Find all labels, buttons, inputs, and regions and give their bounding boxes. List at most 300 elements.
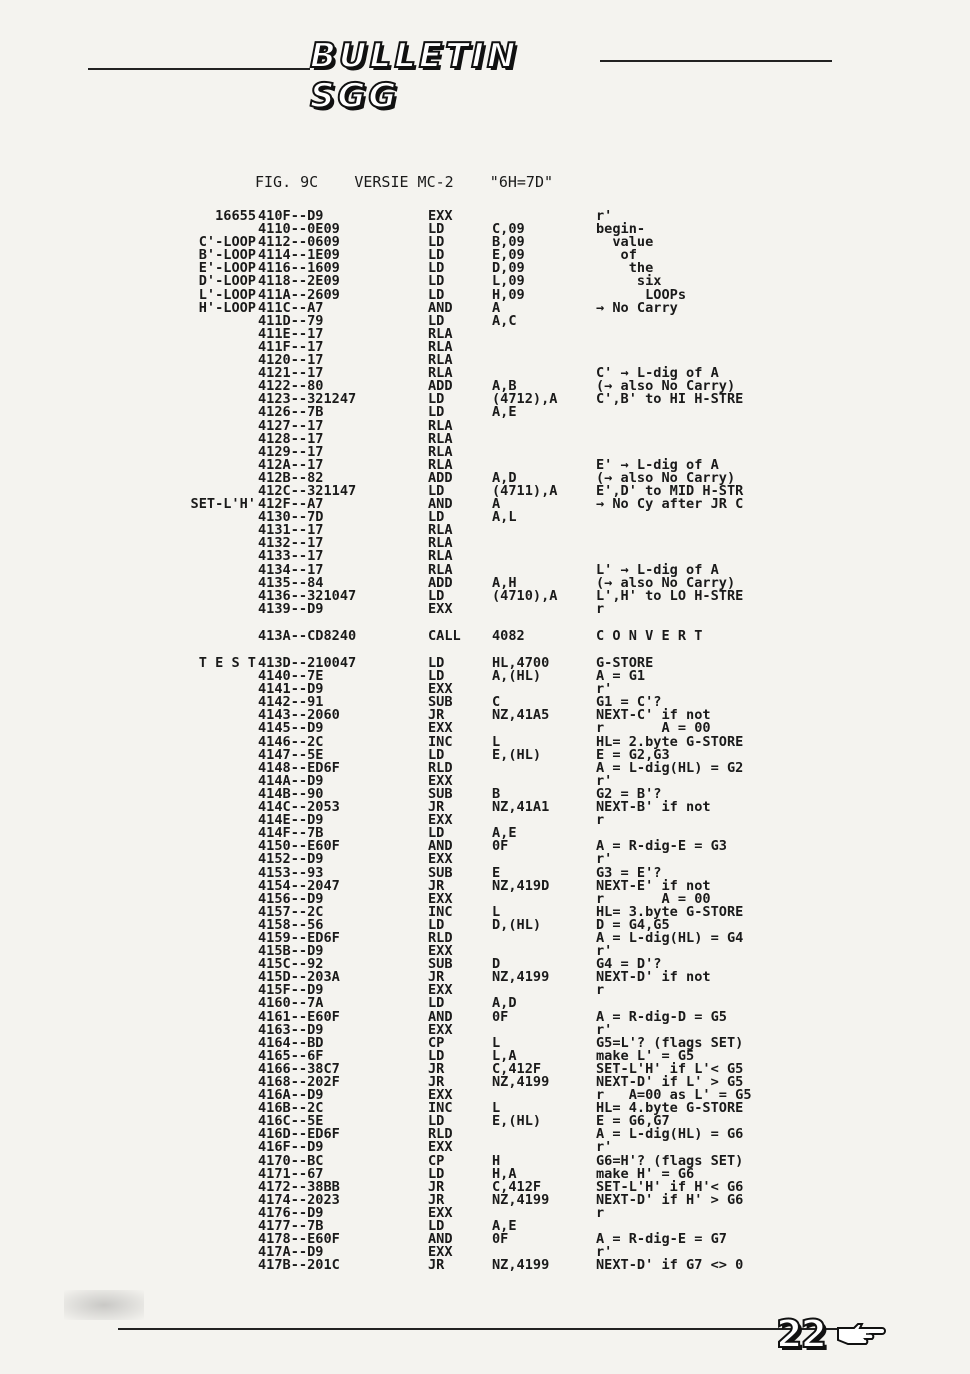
row-opcode: LD bbox=[428, 391, 445, 408]
row-comment: A = L-dig(HL) = G4 bbox=[596, 929, 744, 946]
listing-row bbox=[150, 801, 810, 814]
row-operand: A,H bbox=[492, 574, 517, 591]
row-opcode: LD bbox=[428, 587, 445, 604]
row-address: 4158--56 bbox=[258, 916, 324, 933]
row-opcode: LD bbox=[428, 234, 445, 251]
listing-row bbox=[150, 840, 810, 853]
row-address: 411E--17 bbox=[258, 325, 324, 342]
row-opcode: RLA bbox=[428, 522, 453, 539]
row-label bbox=[150, 459, 258, 472]
row-address: 412F--A7 bbox=[258, 496, 324, 513]
row-address: 4147--5E bbox=[258, 746, 324, 763]
row-opcode: LD bbox=[428, 916, 445, 933]
row-comment bbox=[596, 433, 810, 446]
row-comment bbox=[596, 315, 810, 328]
row-operand: NZ,4199 bbox=[492, 1257, 550, 1274]
row-operand: A,C bbox=[492, 312, 517, 329]
row-label bbox=[150, 354, 258, 367]
row-label: SET-L'H' bbox=[190, 496, 256, 513]
row-operand: D,(HL) bbox=[492, 916, 542, 933]
row-label bbox=[150, 709, 258, 722]
row-operand bbox=[492, 853, 596, 866]
listing-row bbox=[150, 600, 810, 617]
row-label bbox=[150, 511, 258, 524]
row-comment: HL= 2.byte G-STORE bbox=[596, 733, 744, 750]
row-address: 412A--17 bbox=[258, 456, 324, 473]
row-operand: E bbox=[492, 864, 501, 881]
row-operand bbox=[492, 683, 596, 696]
row-address: 4129--17 bbox=[258, 443, 324, 460]
listing-row bbox=[150, 814, 810, 827]
row-label bbox=[150, 1128, 258, 1141]
row-comment bbox=[596, 406, 810, 419]
row-label bbox=[150, 380, 258, 393]
row-operand bbox=[492, 775, 596, 788]
row-comment: C' → L-dig of A bbox=[596, 365, 719, 382]
row-label bbox=[150, 630, 258, 643]
row-opcode: EXX bbox=[428, 208, 453, 224]
listing-row bbox=[150, 1102, 810, 1115]
row-comment: → No Cy after JR C bbox=[596, 496, 744, 513]
row-operand: H,09 bbox=[492, 286, 525, 303]
row-comment: begin- bbox=[596, 221, 646, 238]
row-comment: r' bbox=[596, 851, 613, 868]
row-comment: G5=L'? (flags SET) bbox=[596, 1034, 744, 1051]
row-label bbox=[150, 1011, 258, 1024]
row-label bbox=[150, 524, 258, 537]
row-operand: 0F bbox=[492, 838, 509, 855]
row-address: 414F--7B bbox=[258, 825, 324, 842]
row-operand: NZ,41A5 bbox=[492, 707, 550, 724]
row-address: 4110--0E09 bbox=[258, 221, 340, 238]
row-address: 4141--D9 bbox=[258, 681, 324, 698]
row-address: 416A--D9 bbox=[258, 1087, 324, 1104]
row-address: 4142--91 bbox=[258, 694, 324, 711]
row-opcode: RLD bbox=[428, 929, 453, 946]
row-label bbox=[150, 696, 258, 709]
row-address: 416C--5E bbox=[258, 1113, 324, 1130]
row-address: 412C--321147 bbox=[258, 482, 357, 499]
row-comment: HL= 3.byte G-STORE bbox=[596, 903, 744, 920]
row-operand: A,E bbox=[492, 1218, 517, 1235]
row-opcode: LD bbox=[428, 273, 445, 290]
row-operand bbox=[492, 354, 596, 367]
row-operand: D,09 bbox=[492, 260, 525, 277]
row-comment: NEXT-B' if not bbox=[596, 799, 711, 816]
row-label bbox=[150, 341, 258, 354]
row-label bbox=[150, 1024, 258, 1037]
listing-gap bbox=[150, 616, 810, 630]
row-operand bbox=[492, 722, 596, 735]
row-operand: L bbox=[492, 1034, 501, 1051]
row-opcode: LD bbox=[428, 509, 445, 526]
row-operand: B,09 bbox=[492, 234, 525, 251]
row-comment bbox=[596, 524, 810, 537]
row-operand: A,(HL) bbox=[492, 668, 542, 685]
row-opcode: ADD bbox=[428, 469, 453, 486]
listing-row bbox=[150, 406, 810, 419]
listing-row bbox=[150, 338, 810, 355]
listing-row bbox=[150, 511, 810, 524]
row-comment: A = R-dig-E = G7 bbox=[596, 1231, 727, 1248]
row-address: 4178--E60F bbox=[258, 1231, 340, 1248]
listing-row bbox=[150, 683, 810, 696]
row-comment: NEXT-D' if not bbox=[596, 969, 711, 986]
row-operand: A,D bbox=[492, 469, 517, 486]
row-comment bbox=[596, 511, 810, 524]
row-opcode: SUB bbox=[428, 694, 453, 711]
row-opcode: JR bbox=[428, 1191, 445, 1208]
row-comment: r' bbox=[596, 1244, 613, 1261]
row-address: 412B--82 bbox=[258, 469, 324, 486]
row-address: 4161--E60F bbox=[258, 1008, 340, 1025]
row-label bbox=[150, 801, 258, 814]
listing-row bbox=[150, 670, 810, 683]
row-address: 416F--D9 bbox=[258, 1139, 324, 1156]
row-address: 4128--17 bbox=[258, 430, 324, 447]
row-comment bbox=[596, 420, 810, 433]
row-comment: r bbox=[596, 812, 605, 829]
row-comment: NEXT-D' if H' > G6 bbox=[596, 1191, 744, 1208]
figure-title: FIG. 9C VERSIE MC-2 "6H=7D" bbox=[255, 173, 554, 191]
row-address: 4122--80 bbox=[258, 378, 324, 395]
row-label bbox=[150, 762, 258, 775]
row-address: 414A--D9 bbox=[258, 772, 324, 789]
row-comment: NEXT-E' if not bbox=[596, 877, 711, 894]
row-label bbox=[150, 446, 258, 459]
row-opcode: LD bbox=[428, 1165, 445, 1182]
row-comment: six bbox=[596, 273, 662, 290]
row-comment: E' → L-dig of A bbox=[596, 456, 719, 473]
listing-row bbox=[150, 1008, 810, 1025]
listing-row bbox=[150, 772, 810, 789]
row-opcode: EXX bbox=[428, 720, 453, 737]
row-comment: r A = 00 bbox=[596, 890, 711, 907]
listing-row bbox=[150, 1191, 810, 1208]
row-address: 4140--7E bbox=[258, 668, 324, 685]
row-comment: LOOPs bbox=[596, 286, 687, 303]
listing-row bbox=[150, 1034, 810, 1051]
listing-row bbox=[150, 709, 810, 722]
listing-row bbox=[150, 945, 810, 958]
row-label bbox=[150, 1246, 258, 1259]
row-address: 4134--17 bbox=[258, 561, 324, 578]
row-operand: A,L bbox=[492, 509, 517, 526]
row-operand: E,(HL) bbox=[492, 746, 542, 763]
row-label bbox=[150, 1076, 258, 1089]
row-operand bbox=[492, 537, 596, 550]
row-opcode: JR bbox=[428, 1178, 445, 1195]
listing-row bbox=[150, 1204, 810, 1221]
row-opcode: EXX bbox=[428, 1204, 453, 1221]
row-label bbox=[150, 577, 258, 590]
row-opcode: LD bbox=[428, 668, 445, 685]
row-address: 4157--2C bbox=[258, 903, 324, 920]
row-label bbox=[150, 1115, 258, 1128]
row-label bbox=[150, 1220, 258, 1233]
row-comment: (→ also No Carry) bbox=[596, 574, 736, 591]
row-label bbox=[150, 1063, 258, 1076]
row-label: D'-LOOP bbox=[198, 273, 256, 290]
row-opcode: EXX bbox=[428, 1087, 453, 1104]
row-opcode: JR bbox=[428, 1060, 445, 1077]
row-comment: (→ also No Carry) bbox=[596, 469, 736, 486]
row-comment: (→ also No Carry) bbox=[596, 378, 736, 395]
listing-row bbox=[150, 1152, 810, 1169]
row-opcode: CP bbox=[428, 1034, 445, 1051]
row-opcode: LD bbox=[428, 286, 445, 303]
row-label bbox=[150, 867, 258, 880]
row-address: 4132--17 bbox=[258, 535, 324, 552]
row-address: 4118--2E09 bbox=[258, 273, 340, 290]
row-label bbox=[150, 590, 258, 603]
listing-row bbox=[150, 853, 810, 866]
row-opcode: RLA bbox=[428, 365, 453, 382]
row-label bbox=[150, 1050, 258, 1063]
row-address: 413D--210047 bbox=[258, 655, 357, 671]
row-address: 4133--17 bbox=[258, 548, 324, 565]
row-operand bbox=[492, 1089, 596, 1102]
row-operand: E,(HL) bbox=[492, 1113, 542, 1130]
row-address: 4166--38C7 bbox=[258, 1060, 340, 1077]
row-label bbox=[150, 1181, 258, 1194]
row-opcode: SUB bbox=[428, 956, 453, 973]
row-comment: value bbox=[596, 234, 654, 251]
header-rule-right bbox=[600, 60, 832, 62]
listing-row bbox=[150, 903, 810, 920]
row-comment: SET-L'H' if H'< G6 bbox=[596, 1178, 744, 1195]
row-address: 417B--201C bbox=[258, 1257, 340, 1274]
row-label bbox=[150, 1207, 258, 1220]
row-opcode: LD bbox=[428, 247, 445, 264]
row-comment: r' bbox=[596, 208, 613, 224]
listing-row bbox=[150, 696, 810, 709]
row-address: 4176--D9 bbox=[258, 1204, 324, 1221]
listing-row bbox=[150, 325, 810, 342]
listing-row bbox=[150, 657, 810, 670]
row-operand: B bbox=[492, 785, 501, 802]
row-address: 4152--D9 bbox=[258, 851, 324, 868]
row-comment: G2 = B'? bbox=[596, 785, 662, 802]
listing-row bbox=[150, 1259, 810, 1272]
listing-row bbox=[150, 537, 810, 550]
row-opcode: ADD bbox=[428, 378, 453, 395]
page-number: 22 bbox=[776, 1312, 825, 1356]
row-operand: NZ,4199 bbox=[492, 1191, 550, 1208]
row-operand: NZ,4199 bbox=[492, 1074, 550, 1090]
row-address: 4171--67 bbox=[258, 1165, 324, 1182]
row-operand: L bbox=[492, 1100, 501, 1117]
row-operand: 4082 bbox=[492, 627, 525, 644]
row-comment: A = G1 bbox=[596, 668, 646, 685]
row-comment: D = G4,G5 bbox=[596, 916, 670, 933]
row-comment: HL= 4.byte G-STORE bbox=[596, 1100, 744, 1117]
row-opcode: RLA bbox=[428, 548, 453, 565]
row-label bbox=[150, 958, 258, 971]
row-opcode: JR bbox=[428, 1257, 445, 1274]
row-label bbox=[150, 1194, 258, 1207]
row-comment: L' → L-dig of A bbox=[596, 561, 719, 578]
row-opcode: LD bbox=[428, 1113, 445, 1130]
row-opcode: RLA bbox=[428, 535, 453, 552]
page-smudge bbox=[64, 1290, 144, 1320]
row-label bbox=[150, 919, 258, 932]
row-opcode: LD bbox=[428, 825, 445, 842]
listing-row bbox=[150, 210, 810, 223]
row-operand: H bbox=[492, 1152, 501, 1169]
row-label bbox=[150, 433, 258, 446]
row-comment: r' bbox=[596, 943, 613, 960]
row-label bbox=[150, 932, 258, 945]
row-operand bbox=[492, 1128, 596, 1141]
row-address: 4116--1609 bbox=[258, 260, 340, 277]
row-comment: make L' = G5 bbox=[596, 1047, 695, 1064]
listing-row bbox=[150, 785, 810, 802]
row-opcode: LD bbox=[428, 260, 445, 277]
row-label bbox=[150, 315, 258, 328]
row-operand: NZ,4199 bbox=[492, 969, 550, 986]
row-operand: C,09 bbox=[492, 221, 525, 238]
row-opcode: RLD bbox=[428, 759, 453, 776]
row-comment: the bbox=[596, 260, 654, 277]
row-opcode: AND bbox=[428, 1231, 453, 1248]
row-opcode: RLA bbox=[428, 417, 453, 434]
row-comment: r bbox=[596, 600, 605, 617]
row-opcode: EXX bbox=[428, 681, 453, 698]
row-opcode: CALL bbox=[428, 627, 461, 644]
row-opcode: SUB bbox=[428, 864, 453, 881]
row-opcode: INC bbox=[428, 903, 453, 920]
row-address: 4136--321047 bbox=[258, 587, 357, 604]
row-comment: of bbox=[596, 247, 637, 264]
listing-row bbox=[150, 1233, 810, 1246]
row-opcode: CP bbox=[428, 1152, 445, 1169]
row-comment: G-STORE bbox=[596, 655, 654, 671]
row-label bbox=[150, 880, 258, 893]
row-label bbox=[150, 788, 258, 801]
row-label: L'-LOOP bbox=[198, 286, 256, 303]
row-comment: r A=00 as L' = G5 bbox=[596, 1087, 752, 1104]
row-operand bbox=[492, 550, 596, 563]
row-opcode: LD bbox=[428, 221, 445, 238]
row-opcode: EXX bbox=[428, 772, 453, 789]
row-comment: r' bbox=[596, 681, 613, 698]
row-label bbox=[150, 393, 258, 406]
row-opcode: LD bbox=[428, 655, 445, 671]
row-label bbox=[150, 564, 258, 577]
row-address: 414B--90 bbox=[258, 785, 324, 802]
row-opcode: EXX bbox=[428, 1139, 453, 1156]
row-opcode: RLA bbox=[428, 561, 453, 578]
row-address: 417A--D9 bbox=[258, 1244, 324, 1261]
listing-row bbox=[150, 393, 810, 406]
listing-row bbox=[150, 417, 810, 434]
row-address: 4114--1E09 bbox=[258, 247, 340, 264]
row-opcode: EXX bbox=[428, 851, 453, 868]
row-operand: C,412F bbox=[492, 1060, 542, 1077]
row-address: 413A--CD8240 bbox=[258, 627, 357, 644]
row-label bbox=[150, 840, 258, 853]
row-address: 415C--92 bbox=[258, 956, 324, 973]
row-operand: E,09 bbox=[492, 247, 525, 264]
header-rule-left bbox=[88, 68, 310, 70]
row-label bbox=[150, 367, 258, 380]
row-address: 4174--2023 bbox=[258, 1191, 340, 1208]
row-opcode: LD bbox=[428, 995, 445, 1012]
row-opcode: LD bbox=[428, 312, 445, 329]
row-label bbox=[150, 984, 258, 997]
listing-row bbox=[150, 1128, 810, 1141]
row-label: H'-LOOP bbox=[198, 299, 256, 316]
row-comment: A = L-dig(HL) = G6 bbox=[596, 1126, 744, 1143]
row-label bbox=[150, 670, 258, 683]
row-opcode: RLA bbox=[428, 338, 453, 355]
row-comment: L',H' to LO H-STRE bbox=[596, 587, 744, 604]
row-address: 411D--79 bbox=[258, 312, 324, 329]
row-label bbox=[150, 853, 258, 866]
row-opcode: AND bbox=[428, 496, 453, 513]
listing-row bbox=[150, 984, 810, 997]
row-operand: C bbox=[492, 694, 501, 711]
row-opcode: EXX bbox=[428, 943, 453, 960]
row-address: 415F--D9 bbox=[258, 982, 324, 999]
row-opcode: RLD bbox=[428, 1126, 453, 1143]
listing-row bbox=[150, 498, 810, 511]
row-opcode: EXX bbox=[428, 1244, 453, 1261]
row-opcode: EXX bbox=[428, 1021, 453, 1038]
row-comment: r bbox=[596, 982, 605, 999]
row-address: 415B--D9 bbox=[258, 943, 324, 960]
row-opcode: ADD bbox=[428, 574, 453, 591]
row-address: 416B--2C bbox=[258, 1100, 324, 1117]
row-address: 4131--17 bbox=[258, 522, 324, 539]
row-comment: E = G6,G7 bbox=[596, 1113, 670, 1130]
row-label bbox=[150, 550, 258, 563]
row-label bbox=[150, 1102, 258, 1115]
row-opcode: JR bbox=[428, 799, 445, 816]
row-opcode: RLA bbox=[428, 352, 453, 369]
row-address: 4145--D9 bbox=[258, 720, 324, 737]
row-operand: A bbox=[492, 299, 501, 316]
row-label bbox=[150, 997, 258, 1010]
row-address: 4143--2060 bbox=[258, 707, 340, 724]
row-opcode: INC bbox=[428, 733, 453, 750]
row-comment: G1 = C'? bbox=[596, 694, 662, 711]
row-opcode: RLA bbox=[428, 430, 453, 447]
row-comment: → No Carry bbox=[596, 299, 678, 316]
row-opcode: AND bbox=[428, 299, 453, 316]
row-label bbox=[150, 1037, 258, 1050]
row-address: 4159--ED6F bbox=[258, 929, 340, 946]
row-address: 4150--E60F bbox=[258, 838, 340, 855]
row-address: 411A--2609 bbox=[258, 286, 340, 303]
row-label bbox=[150, 406, 258, 419]
row-operand bbox=[492, 932, 596, 945]
row-operand: C,412F bbox=[492, 1178, 542, 1195]
row-operand bbox=[492, 1024, 596, 1037]
row-label bbox=[150, 906, 258, 919]
assembly-listing bbox=[150, 210, 810, 1272]
row-address: 4120--17 bbox=[258, 352, 324, 369]
row-operand: A,E bbox=[492, 404, 517, 421]
row-label bbox=[150, 749, 258, 762]
row-label: T E S T bbox=[198, 655, 256, 671]
row-comment: r' bbox=[596, 1021, 613, 1038]
listing-row bbox=[150, 587, 810, 604]
listing-row bbox=[150, 877, 810, 894]
row-label bbox=[150, 420, 258, 433]
row-operand: L,A bbox=[492, 1047, 517, 1064]
